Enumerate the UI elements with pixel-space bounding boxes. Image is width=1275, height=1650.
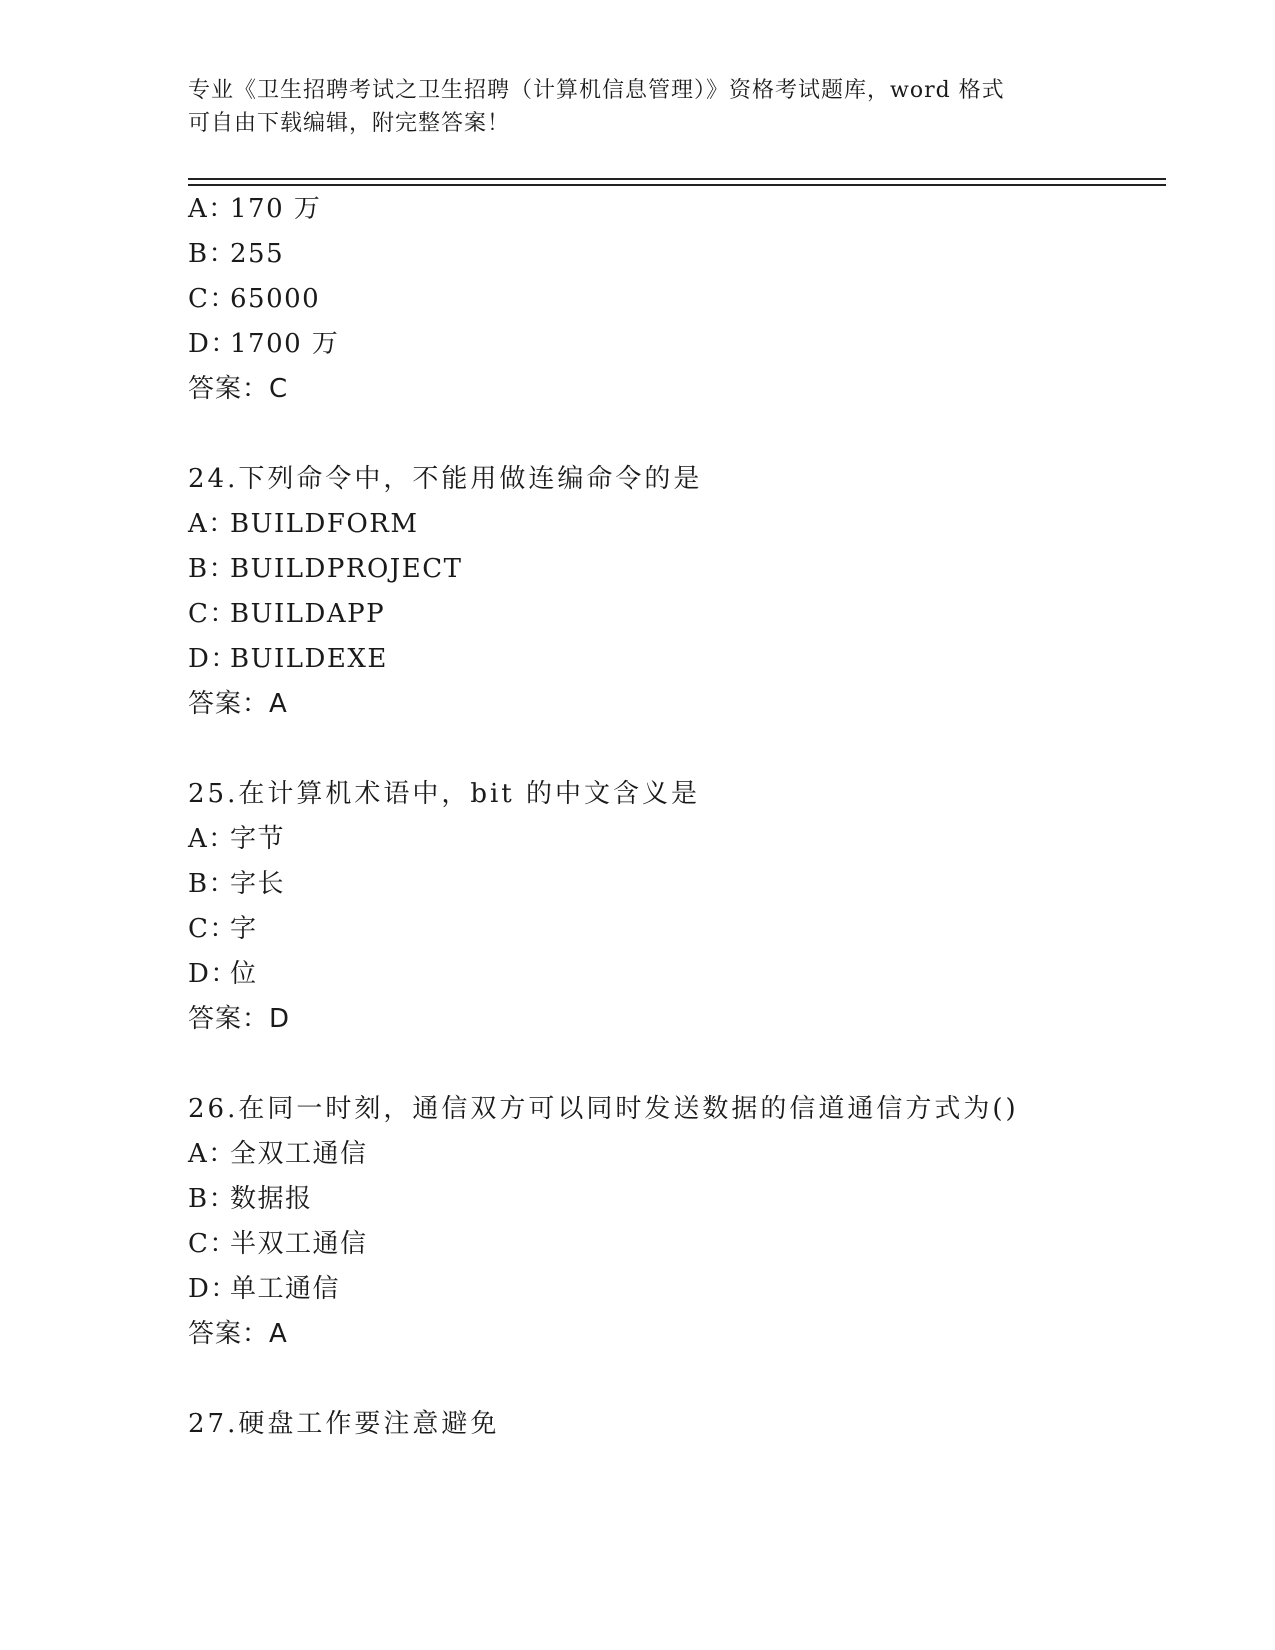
option-row	[188, 327, 339, 361]
option-row	[188, 1272, 340, 1306]
option-letter: C：	[188, 914, 237, 944]
option-letter: A：	[188, 194, 236, 224]
option-row	[188, 597, 385, 631]
option-text: 字长	[230, 869, 286, 899]
option-letter: C：	[188, 599, 237, 629]
option-row	[188, 867, 285, 901]
answer-line: 答案：D	[188, 1004, 291, 1034]
option-text: 单工通信	[230, 1274, 341, 1304]
option-letter: D：	[188, 644, 238, 674]
answer-line: 答案：C	[188, 374, 289, 404]
option-letter: C：	[188, 1229, 237, 1259]
header-divider-secondary	[188, 184, 1166, 186]
option-row	[188, 552, 462, 586]
option-letter: B：	[188, 554, 237, 584]
option-text: 65000	[230, 284, 321, 314]
option-row	[188, 957, 258, 991]
header-line-2: 可自由下载编辑，附完整答案！	[188, 111, 511, 136]
option-letter: A：	[188, 824, 236, 854]
option-row	[188, 1227, 368, 1261]
option-text: 半双工通信	[230, 1229, 368, 1259]
option-text: 1700 万	[230, 329, 340, 359]
option-row	[188, 507, 418, 541]
option-row	[188, 912, 258, 946]
option-letter: C：	[188, 284, 237, 314]
option-row	[188, 1182, 313, 1216]
option-text: 全双工通信	[230, 1139, 368, 1169]
option-row	[188, 192, 321, 226]
option-letter: D：	[188, 329, 238, 359]
option-row	[188, 237, 284, 271]
option-text: 数据报	[230, 1184, 313, 1214]
option-text: BUILDAPP	[230, 599, 386, 629]
option-letter: B：	[188, 869, 237, 899]
option-text: BUILDPROJECT	[230, 554, 463, 584]
question-text: 25.在计算机术语中，bit 的中文含义是	[188, 779, 701, 809]
option-text: 170 万	[230, 194, 322, 224]
option-row	[188, 1137, 368, 1171]
option-letter: B：	[188, 239, 237, 269]
header-line-1: 专业《卫生招聘考试之卫生招聘（计算机信息管理）》资格考试题库，word 格式	[188, 78, 1005, 103]
option-text: 255	[230, 239, 285, 269]
option-row	[188, 822, 285, 856]
option-text: 位	[230, 959, 258, 989]
header-divider	[188, 178, 1166, 180]
option-letter: A：	[188, 1139, 236, 1169]
option-text: 字	[230, 914, 258, 944]
answer-line: 答案：A	[188, 1319, 288, 1349]
document-header	[188, 74, 1088, 140]
option-text: 字节	[230, 824, 286, 854]
option-letter: D：	[188, 1274, 238, 1304]
question-text: 24.下列命令中，不能用做连编命令的是	[188, 464, 703, 494]
question-text: 26.在同一时刻，通信双方可以同时发送数据的信道通信方式为()	[188, 1094, 1019, 1124]
option-letter: A：	[188, 509, 236, 539]
option-text: BUILDEXE	[230, 644, 388, 674]
option-row	[188, 642, 388, 676]
question-text: 27.硬盘工作要注意避免	[188, 1409, 500, 1439]
option-letter: B：	[188, 1184, 237, 1214]
option-text: BUILDFORM	[230, 509, 419, 539]
option-letter: D：	[188, 959, 238, 989]
option-row	[188, 282, 320, 316]
answer-line: 答案：A	[188, 689, 288, 719]
